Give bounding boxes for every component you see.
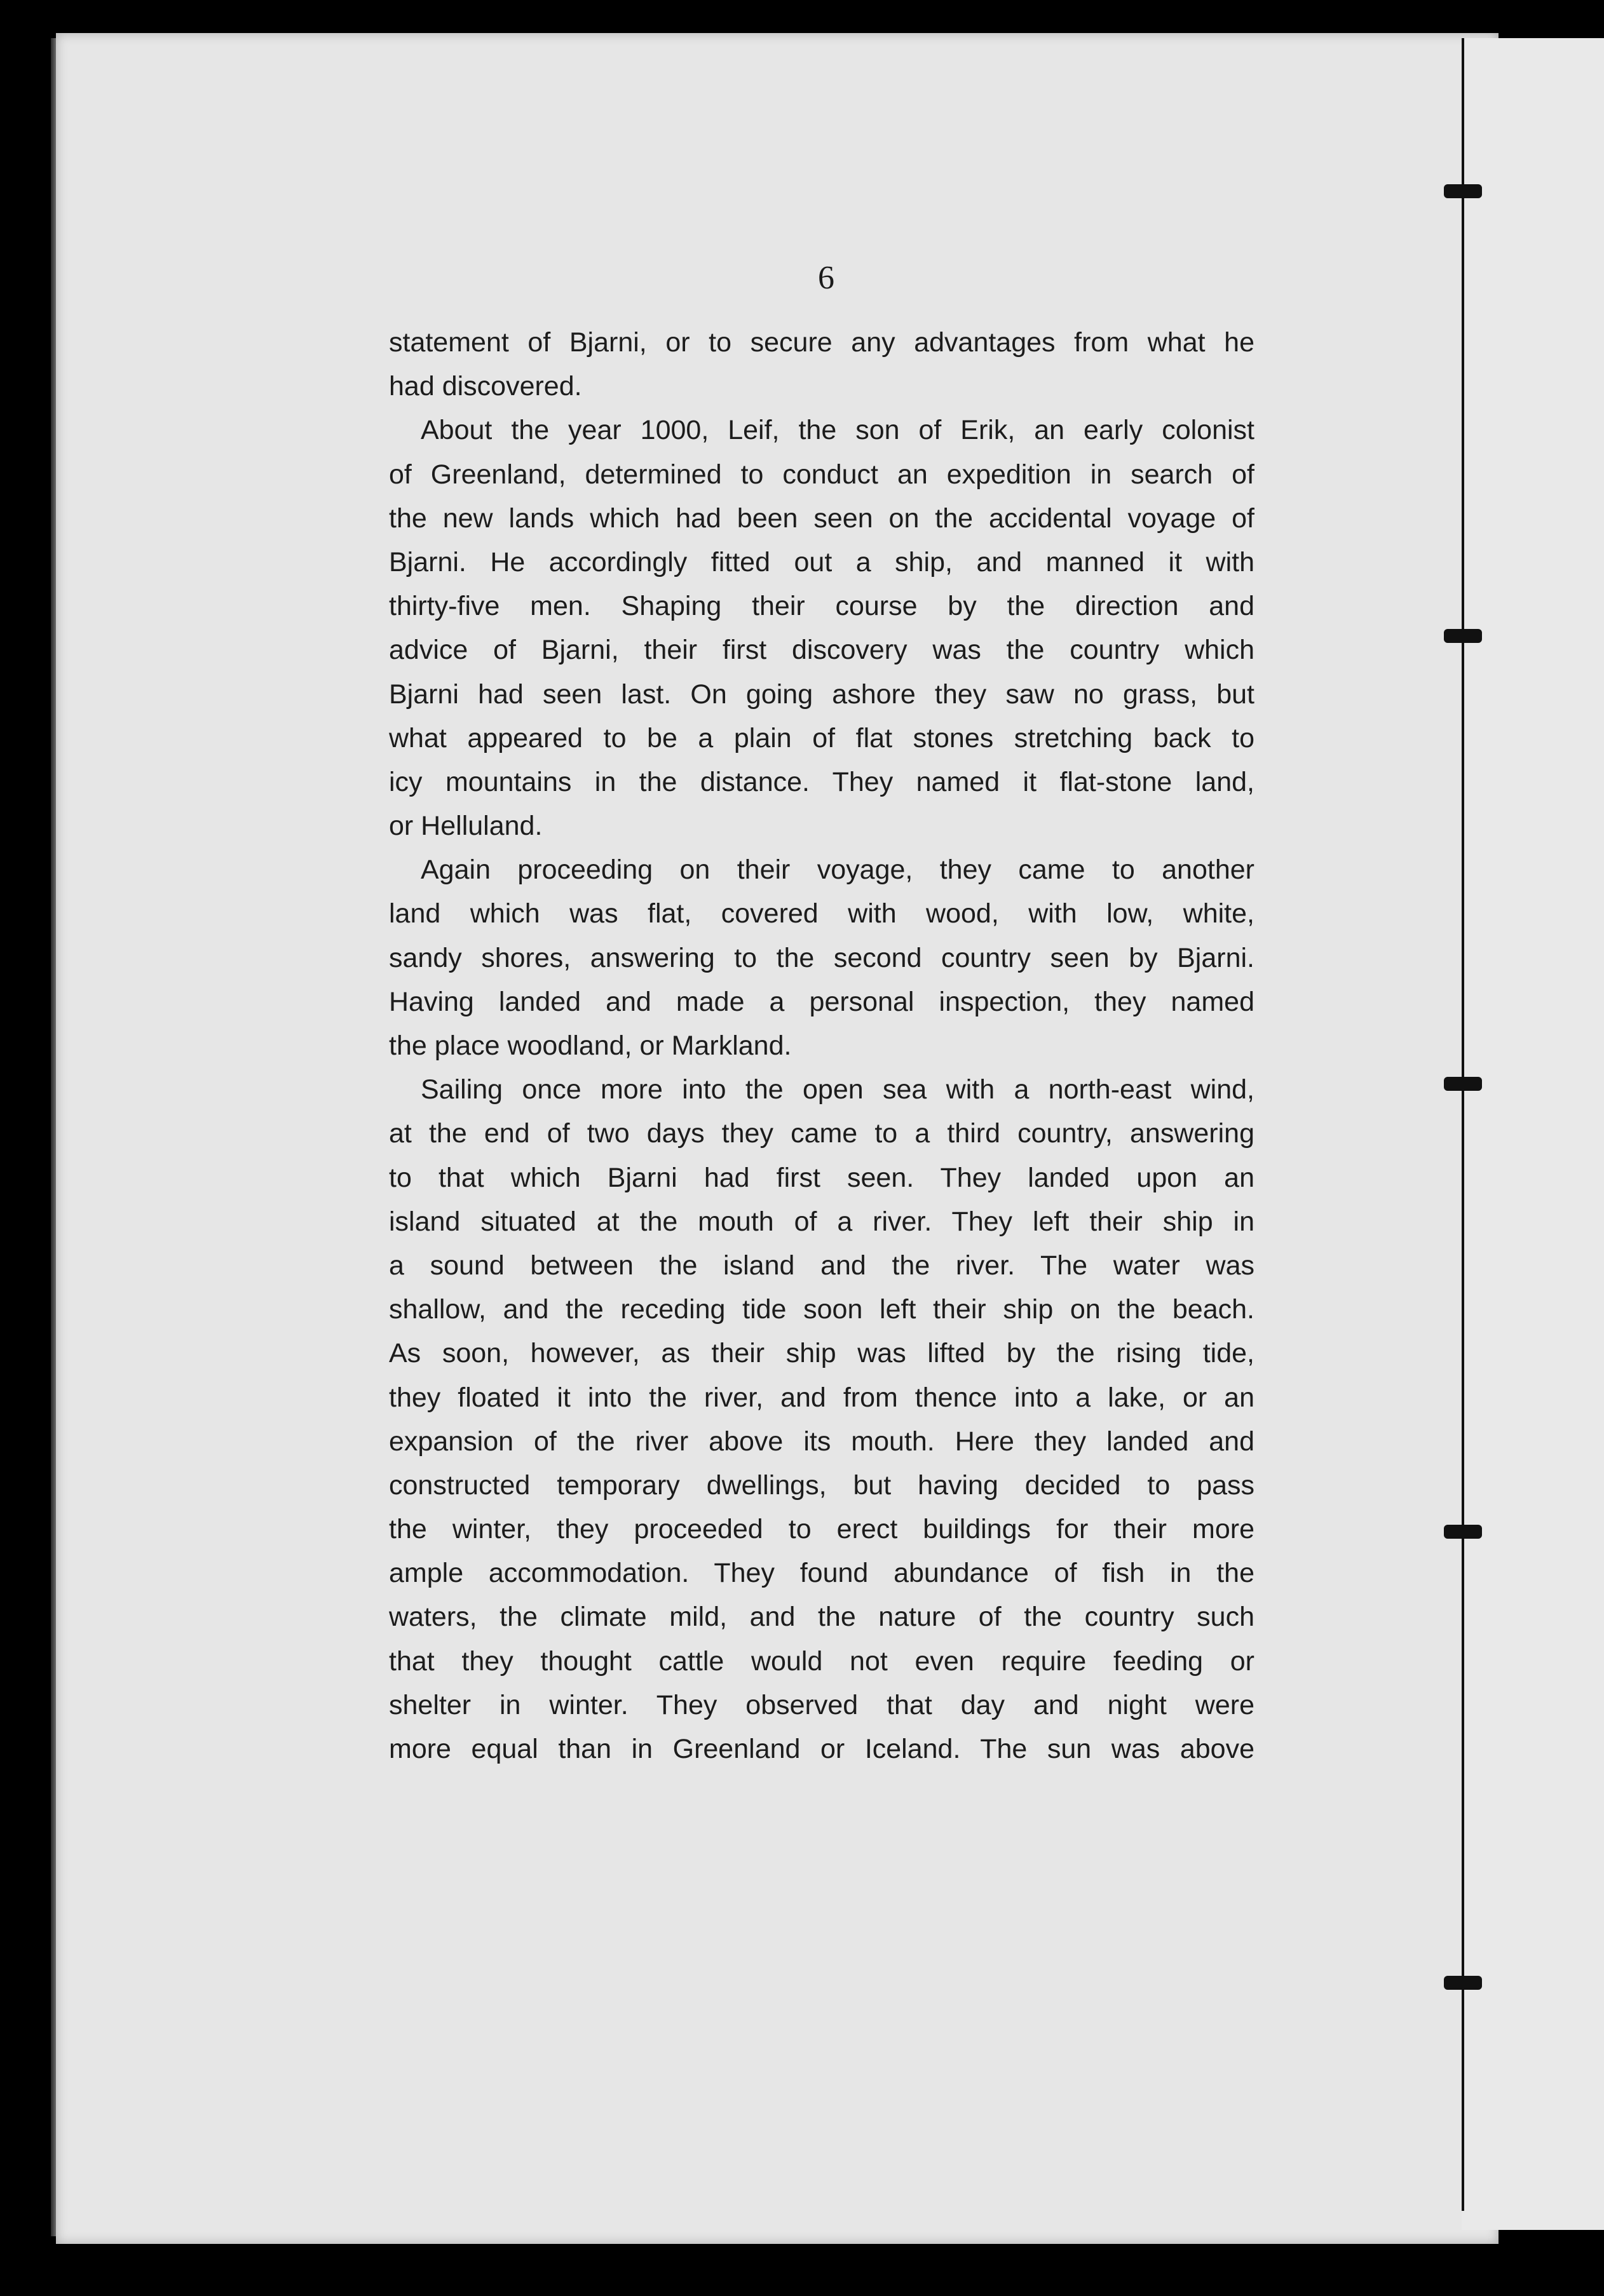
adjacent-page-strip <box>1462 38 1604 2230</box>
binding-stitch <box>1444 1525 1482 1539</box>
text-line: of Greenland, determined to conduct an expedition in search of <box>389 459 1254 490</box>
binding-stitch <box>1444 1077 1482 1091</box>
paragraph <box>389 321 1254 409</box>
text-line: Having landed and made a personal inspection, they named <box>389 986 1254 1017</box>
text-line: shelter in winter. They observed that day and night were <box>389 1689 1254 1720</box>
text-line: the winter, they proceeded to erect buildings for their more <box>389 1514 1254 1545</box>
text-line: sandy shores, answering to the second country seen by Bjarni. <box>389 942 1254 973</box>
binding-stitch <box>1444 629 1482 643</box>
paragraph <box>389 409 1254 848</box>
text-line: expansion of the river above its mouth. Here they landed and <box>389 1426 1254 1457</box>
binding-line <box>1462 38 1464 2211</box>
text-line: icy mountains in the distance. They named it flat-stone land, <box>389 766 1254 797</box>
text-line: As soon, however, as their ship was lifted by the rising tide, <box>389 1338 1254 1369</box>
text-line: statement of Bjarni, or to secure any advantages from what he <box>389 327 1254 358</box>
text-line: advice of Bjarni, their first discovery was the country which <box>389 635 1254 666</box>
text-line: or Helluland. <box>389 811 543 842</box>
text-line: island situated at the mouth of a river. They left their ship in <box>389 1206 1254 1237</box>
text-line: they floated it into the river, and from thence into a lake, or an <box>389 1382 1254 1413</box>
paragraph <box>389 848 1254 1068</box>
text-line: that they thought cattle would not even require feeding or <box>389 1645 1254 1677</box>
text-line: the place woodland, or Markland. <box>389 1030 792 1061</box>
binding-stitch <box>1444 184 1482 198</box>
paragraph <box>389 1068 1254 1771</box>
text-line: shallow, and the receding tide soon left their ship on the beach. <box>389 1294 1254 1325</box>
text-line: Bjarni had seen last. On going ashore they saw no grass, but <box>389 679 1254 710</box>
text-line: waters, the climate mild, and the nature of the country such <box>389 1602 1254 1633</box>
text-line: Bjarni. He accordingly fitted out a ship, and manned it with <box>389 546 1254 577</box>
body-text <box>389 321 1254 1771</box>
text-line: Sailing once more into the open sea with a north-east wind, <box>421 1074 1254 1105</box>
text-line: what appeared to be a plain of flat stones stretching back to <box>389 722 1254 753</box>
binding-stitch <box>1444 1976 1482 1990</box>
text-line: the new lands which had been seen on the accidental voyage of <box>389 503 1254 534</box>
text-line: had discovered. <box>389 371 582 402</box>
text-line: a sound between the island and the river. The water was <box>389 1250 1254 1281</box>
text-line: Again proceeding on their voyage, they came to another <box>421 854 1254 886</box>
text-line: at the end of two days they came to a third country, answering <box>389 1118 1254 1149</box>
text-line: land which was flat, covered with wood, with low, white, <box>389 898 1254 929</box>
text-line: more equal than in Greenland or Iceland. The sun was above <box>389 1734 1254 1764</box>
text-line: ample accommodation. They found abundance of fish in the <box>389 1558 1254 1589</box>
text-line: About the year 1000, Leif, the son of Erik, an early colonist <box>421 415 1254 446</box>
page-number: 6 <box>818 260 834 296</box>
text-line: to that which Bjarni had first seen. They landed upon an <box>389 1162 1254 1193</box>
text-line: thirty-five men. Shaping their course by the direction and <box>389 591 1254 622</box>
text-line: constructed temporary dwellings, but having decided to pass <box>389 1469 1254 1501</box>
